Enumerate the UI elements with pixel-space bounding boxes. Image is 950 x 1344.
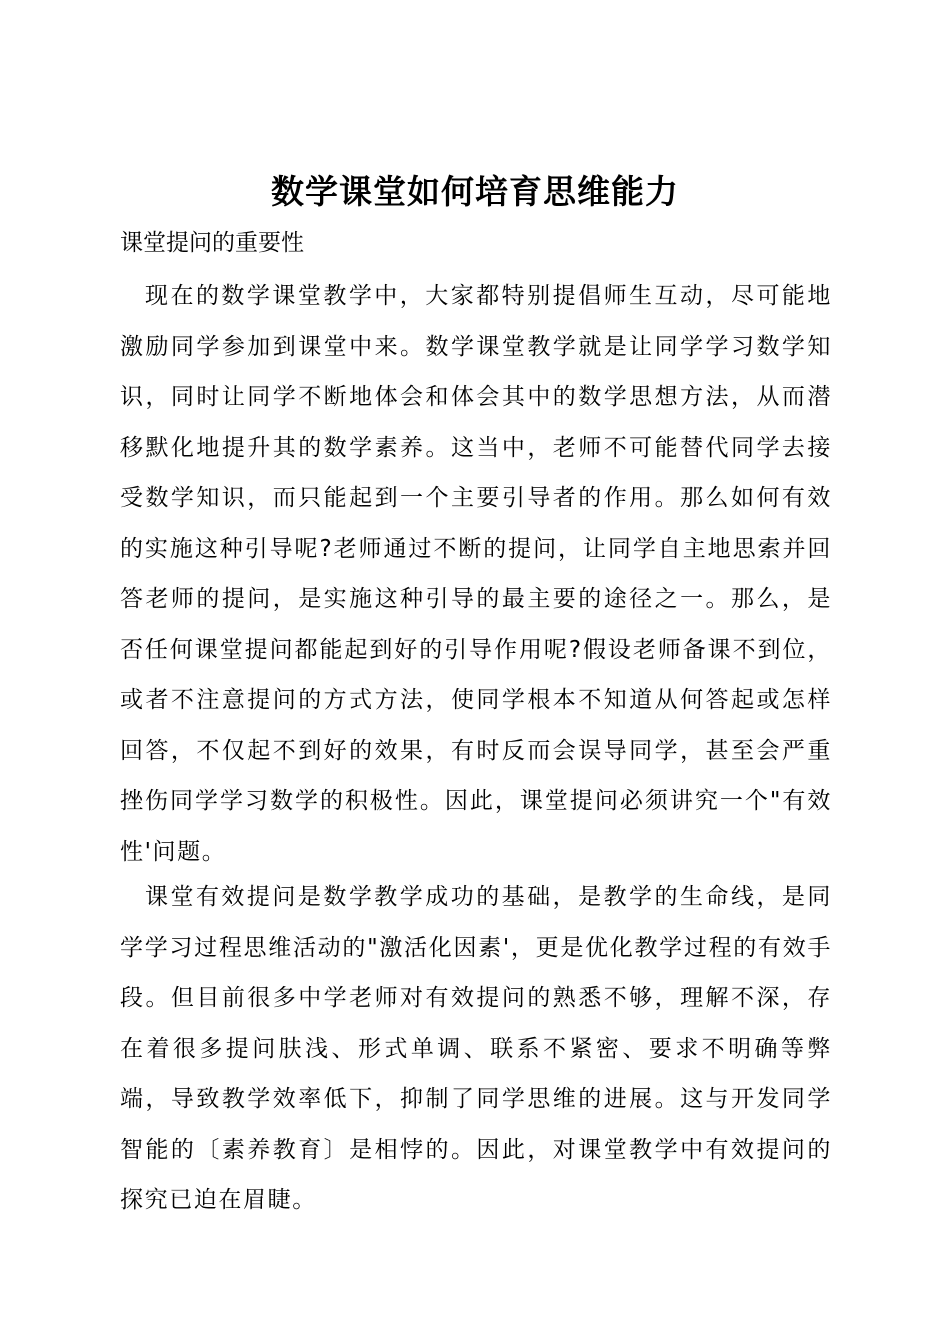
document-title: 数学课堂如何培育思维能力 xyxy=(271,172,679,212)
body-paragraph-1: 现在的数学课堂教学中，大家都特别提倡师生互动，尽可能地激励同学参加到课堂中来。数学课堂教学就是让同学学习数学知识，同时让同学不断地体会和体会其中的数学思想方法，从而潜移默化地提升其的数学素养。这当中，老师不可能替代同学去接受数学知识，而只能起到一个主要引导者的作用。那么如何有效的实施这种引导呢?老师通过不断的提问，让同学自主地思索并回答老师的提问，是实施这种引导的最主要的途径之一。那么，是否任何课堂提问都能起到好的引导作用呢?假设老师备课不到位，或者不注意提问的方式方法，使同学根本不知道从何答起或怎样回答，不仅起不到好的效果，有时反而会误导同学，甚至会严重挫伤同学学习数学的积极性。因此，课堂提问必须讲究一个"有效性'问题。 xyxy=(120,283,832,865)
section-heading: 课堂提问的重要性 xyxy=(120,230,304,256)
body-paragraph-2: 课堂有效提问是数学教学成功的基础，是教学的生命线，是同学学习过程思维活动的"激活化因素'，更是优化教学过程的有效手段。但目前很多中学老师对有效提问的熟悉不够，理解不深，存在着很多提问肤浅、形式单调、联系不紧密、要求不明确等弊端，导致教学效率低下，抑制了同学思维的进展。这与开发同学智能的〔素养教育〕是相悖的。因此，对课堂教学中有效提问的探究已迫在眉睫。 xyxy=(120,884,832,1213)
